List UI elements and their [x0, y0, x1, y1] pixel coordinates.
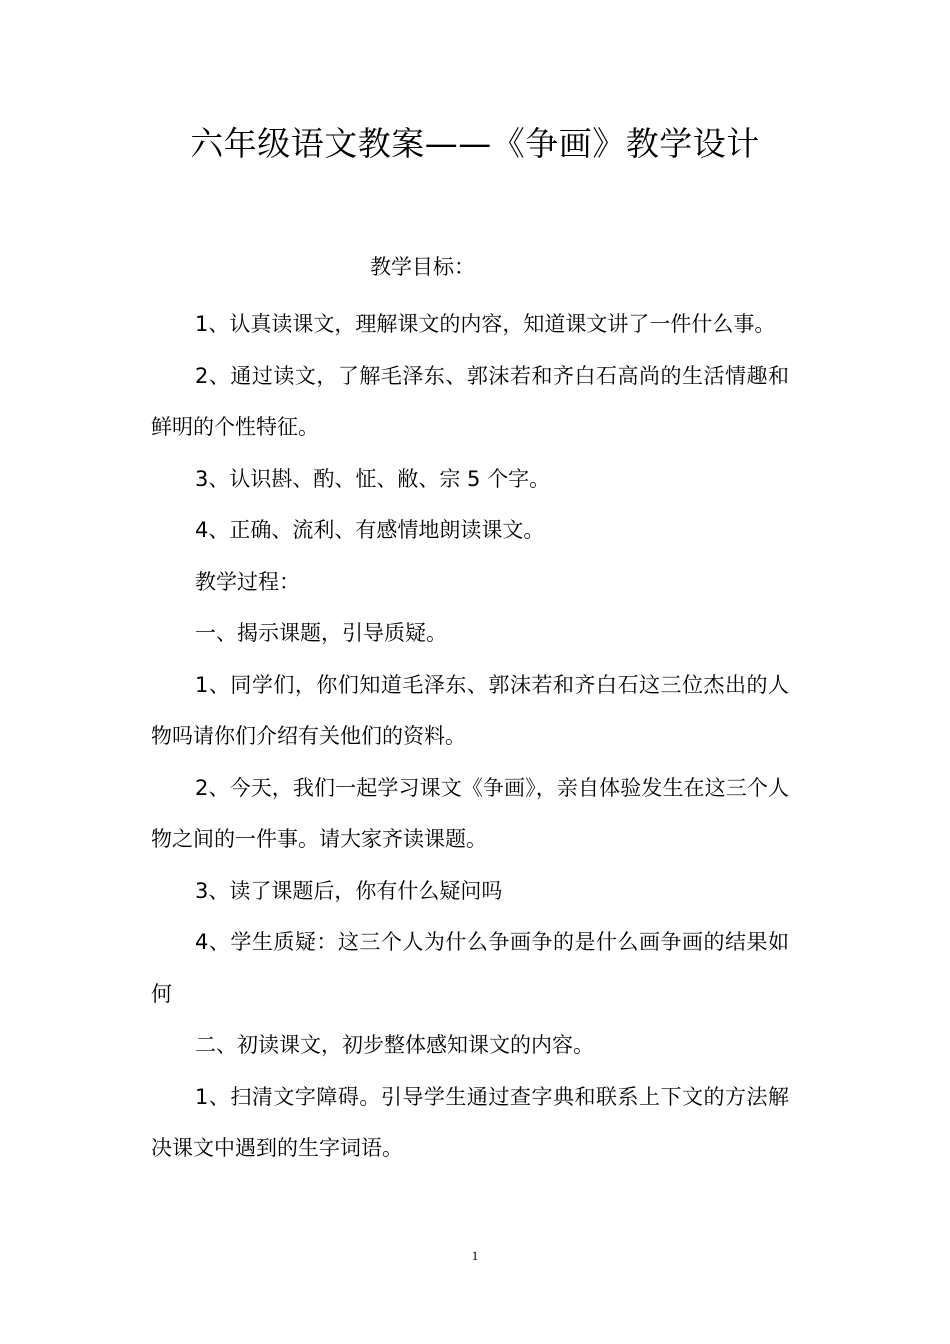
page-number: 1: [471, 1248, 479, 1263]
objective-4: 4、正确、流利、有感情地朗读课文。: [195, 518, 545, 542]
objectives-heading: 教学目标：: [370, 255, 475, 279]
section-1-step-4: 4、学生质疑：这三个人为什么争画争的是什么画争画的结果如何: [151, 930, 789, 1006]
section-heading-1: 一、揭示课题，引导质疑。: [195, 621, 447, 645]
section-heading-2: 二、初读课文，初步整体感知课文的内容。: [195, 1033, 594, 1057]
objective-1: 1、认真读课文，理解课文的内容，知道课文讲了一件什么事。: [195, 312, 776, 336]
document-body: [151, 299, 789, 1175]
document-title: 六年级语文教案——《争画》教学设计: [190, 124, 760, 163]
section-1-step-3: 3、读了课题后，你有什么疑问吗: [195, 878, 503, 903]
section-1-step-1: 1、同学们，你们知道毛泽东、郭沫若和齐白石这三位杰出的人物吗请你们介绍有关他们的资料。: [151, 672, 789, 748]
process-heading: 教学过程：: [195, 569, 300, 594]
objective-2: 2、通过读文，了解毛泽东、郭沫若和齐白石高尚的生活情趣和鲜明的个性特征。: [151, 363, 789, 439]
section-2-step-1: 1、扫清文字障碍。引导学生通过查字典和联系上下文的方法解决课文中遇到的生字词语。: [151, 1084, 789, 1160]
objective-3: 3、认识斟、酌、怔、敝、宗 5 个字。: [195, 466, 551, 491]
section-1-step-2: 2、今天，我们一起学习课文《争画》，亲自体验发生在这三个人物之间的一件事。请大家齐读课题。: [151, 775, 789, 851]
